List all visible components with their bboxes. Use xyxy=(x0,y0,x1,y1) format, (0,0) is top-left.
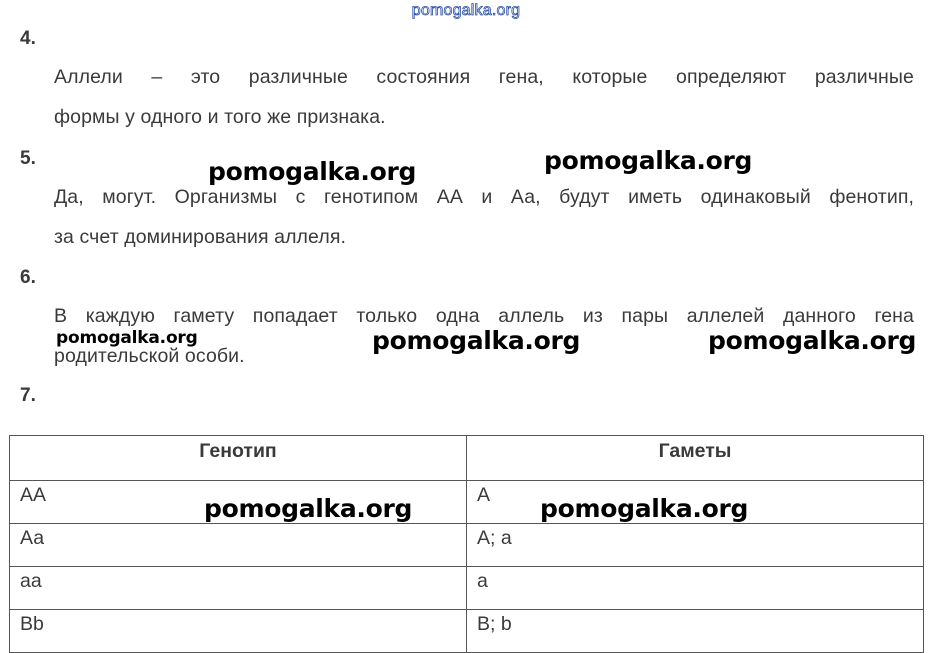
top-watermark: pomogalka.org xyxy=(411,2,521,19)
watermark: pomogalka.org xyxy=(372,326,581,355)
gametes-cell: А xyxy=(467,481,924,524)
answer-5-line-2: за счет доминирования аллеля. xyxy=(54,226,346,248)
answer-4 xyxy=(54,57,914,137)
gametes-cell: B; b xyxy=(467,610,924,653)
genotype-cell: Аа xyxy=(10,524,467,567)
table-row xyxy=(10,567,924,610)
answer-6-line-2: родительской особи. xyxy=(54,345,245,367)
table-row xyxy=(10,610,924,653)
question-number-6: 6. xyxy=(20,267,36,288)
watermark: pomogalka.org xyxy=(540,494,749,523)
watermark: pomogalka.org xyxy=(708,326,917,355)
genotype-gametes-table xyxy=(9,435,924,653)
question-number-7: 7. xyxy=(20,385,36,406)
genotype-cell: аа xyxy=(10,567,467,610)
answer-4-line-1: Аллели – это различные состояния гена, которые определяют различные xyxy=(54,66,914,88)
question-number-5: 5. xyxy=(20,148,36,169)
table-row xyxy=(10,524,924,567)
table-header-row xyxy=(10,436,924,481)
watermark: pomogalka.org xyxy=(544,146,753,175)
answer-4-line-2: формы у одного и того же признака. xyxy=(54,106,386,128)
table-row xyxy=(10,481,924,524)
column-header-genotype: Генотип xyxy=(10,436,467,481)
gametes-cell: а xyxy=(467,567,924,610)
column-header-gametes: Гаметы xyxy=(467,436,924,481)
watermark: pomogalka.org xyxy=(204,494,413,523)
question-number-4: 4. xyxy=(20,28,36,49)
genotype-cell: Bb xyxy=(10,610,467,653)
gametes-cell: А; а xyxy=(467,524,924,567)
genotype-cell: АА xyxy=(10,481,467,524)
answer-5-line-1: Да, могут. Организмы с генотипом АА и Аа, будут иметь одинаковый фенотип, xyxy=(54,186,914,208)
answer-6-line-1: В каждую гамету попадает только одна аллель из пары аллелей данного гена xyxy=(54,305,914,327)
answer-5 xyxy=(54,177,914,257)
watermark: pomogalka.org xyxy=(208,157,417,186)
watermark: pomogalka.org xyxy=(56,328,198,348)
